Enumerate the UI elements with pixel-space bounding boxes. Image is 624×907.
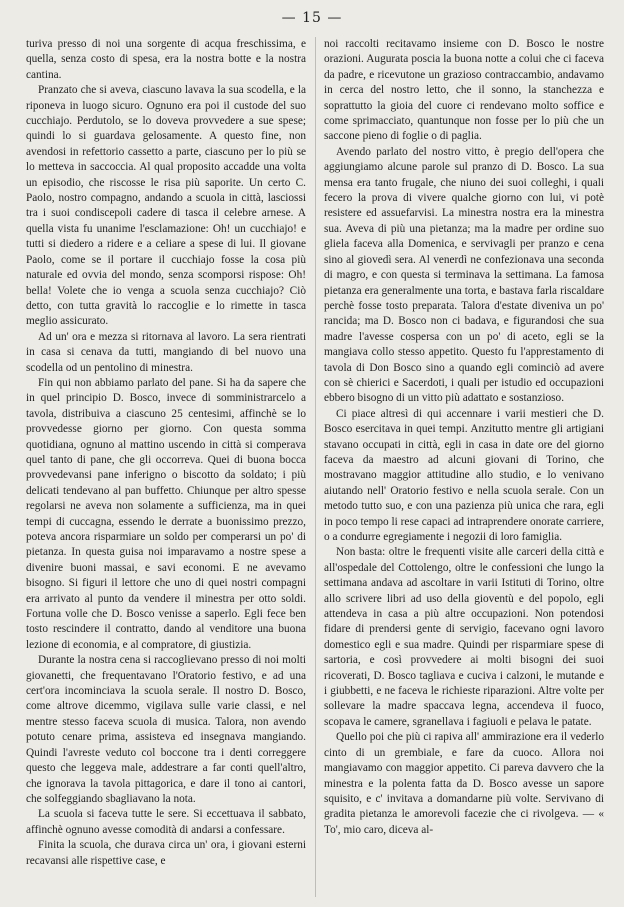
right-column xyxy=(324,37,604,897)
paragraph: noi raccolti recitavamo insieme con D. Bosco le nostre orazioni. Augurata poscia la buona notte a colui che ci faceva da padre, e ricevutone un grazioso contraccambio, andavamo in cerca del nostro letto, che il sonno, la stanchezza e soprattutto la gioia del cuore ci rendevano molto soffice e come sprimacciato, quantunque non fosse per lo più che un saccone pieno di foglie o di paglia. xyxy=(324,38,604,143)
paragraph: Durante la nostra cena si raccoglievano presso di noi molti giovanetti, che frequentavano l'Oratorio festivo, e ad una cert'ora incominciava la scuola serale. Il nostro D. Bosco, come altrove dicemmo, vigilava sulle varie classi, e nel mentre stesso faceva scuola di musica. Talora, non avendo potuto cenare prima, assisteva ed insegnava mangiando. Quindi l'avreste veduto col boccone tra i denti correggere questo che leggeva male, addestrare a far conti quell'altro, che ignorava la tavola pittagorica, e dare il tono ai cantori, che solfeggiando sbagliavano la nota. xyxy=(26,654,306,805)
left-column xyxy=(26,37,306,897)
paragraph: Fin qui non abbiamo parlato del pane. Si ha da sapere che in quel principio D. Bosco, invece di somministrarcelo a tavola, distribuiva a ciascuno 25 centesimi, affinchè se lo provvedesse giorno per giorno. Con questa somma quotidiana, ognuno al mattino uscendo in città si comperava quel tanto di pane, che gli occorreva. Quei di buona bocca provvedevansi pane inferigno o biscotto da soldato; i più delicati tendevano al pan buffetto. Chiunque per altro spesse regolarsi ne aveva non solamente a sufficienza, ma in quei tempi di cuccagna, essendo le derrate a buonissimo prezzo, poteva ancora risparmiare un soldo per comperarsi un po' di pietanza. In questa guisa noi imparavamo a nostre spese a divenire buoni massai, e savi economi. E ne avevamo bisogno. Si figuri il lettore che uno di quei nostri compagni era arrivato al punto da vendere il minestra per otto soldi. Fortuna volle che D. Bosco venisse a saperlo. Egli fece ben tosto rescindere il contratto, dando al venditore una buona lezione di economia, e al compratore, di giustizia. xyxy=(26,376,306,651)
paragraph: Finita la scuola, che durava circa un' ora, i giovani esterni recavansi alle rispettive case, e xyxy=(26,839,306,867)
page-number: — 15 — xyxy=(281,10,343,26)
paragraph: Non basta: oltre le frequenti visite alle carceri della città e all'ospedale del Cottolengo, oltre le confessioni che lungo la settimana andava ad ascoltare in varii Istituti di Torino, oltre allo scrivere libri ad uso della gioventù e del popolo, egli attendeva in casa a più altre occupazioni. Non potendosi fidare di prendersi gente di servigio, facevano ogni lavoro domestico egli e sua madre. Quindi per risparmiare spese di sartoria, e così provvedere ai molti bisogni dei suoi ricoverati, D. Bosco tagliava e cuciva i calzoni, le mutande e i giubbetti, e ne faceva le richieste riparazioni. Altre volte per sollevare la madre spaccava legna, accendeva il fuoco, scopava le camere, sgranellava i fagiuoli e pelava le patate. xyxy=(324,546,604,728)
text-columns xyxy=(26,37,604,897)
paragraph: La scuola si faceva tutte le sere. Si eccettuava il sabbato, affinchè ognuno avesse comodità di andarsi a confessare. xyxy=(26,808,306,836)
column-divider xyxy=(315,37,316,897)
paragraph: Avendo parlato del nostro vitto, è pregio dell'opera che aggiungiamo alcune parole sul pranzo di D. Bosco. La sua mensa era tanto frugale, che niuno dei suoi colleghi, i quali fecero la prova di vivere qualche giorno con lui, vi potè resistere ed assuefarvisi. La minestra nostra era la minestra sua. Aveva di più una pietanza; ma la madre per ordine suo gliela faceva alla Domenica, e servivagli per pranzo e cena sino al giovedì sera. Al venerdì ne confezionava una seconda di magro, e con questa si terminava la settimana. La famosa pietanza era generalmente una torta, e bastava farla riscaldare perchè fosse tosto preparata. Talora d'estate diveniva un po' rancida; ma D. Bosco non ci badava, e figurandosi che sua madre l'avesse cospersa con un po' di aceto, egli se la mangiava collo stesso appetito. Questo fu l'apprestamento di tavola di Don Bosco sino a quando egli cominciò ad avere con sè chierici e Sacerdoti, i quali per istudio ed occupazioni ebbero bisogno di un vitto più adattato e sostanzioso. xyxy=(324,145,604,405)
paragraph: Ci piace altresì di qui accennare i varii mestieri che D. Bosco esercitava in quei tempi. Anzitutto mentre gli artigiani stavano occupati in città, egli in casa in date ore del giorno faceva da maestro ad alcuni giovani di Torino, che mostravano maggior attitudine allo studio, e lo venivano aiutando nell' Oratorio festivo e nella scuola serale. Con un metodo tutto suo, e con una pazienza più unica che rara, egli in poco tempo li rese capaci ad intraprendere onorate carriere, o a condurre egregiamente i negozii di loro famiglia. xyxy=(324,407,604,543)
paragraph: Ad un' ora e mezza si ritornava al lavoro. La sera rientrati in casa si cenava da tutti, mangiando di bel nuovo una scodella od un pentolino di minestra. xyxy=(26,330,306,374)
paragraph: Pranzato che si aveva, ciascuno lavava la sua scodella, e la riponeva in luogo sicuro. Ognuno era poi il custode del suo cucchiajo. Perdutolo, se lo doveva provvedere a sue spese; quindi lo si guardava gelosamente. A questo fine, non avendosi in refettorio cassetto a parte, ciascuno per lo più se lo metteva in saccoccia. Al qual proposito accadde una volta un episodio, che riscosse le risa più saporite. Un certo C. Paolo, nostro compagno, andando a scuola in città, lasciossi tra i suoi condiscepoli cadere di tasca il celebre arnese. A quella vista fu unanime l'esclamazione: Oh! un cucchiajo! e tutti si diedero a ridere e a celiare a spese di lui. Il giovane Paolo, come se il portare il cucchiajo fosse la cosa più naturale ed ovvia del mondo, senza scomporsi rispose: Oh! bella! Volete che io venga a scuola senza cucchiajo? Ciò detto, con tutta gravità lo raccoglie e lo rimette in tasca meglio assicurato. xyxy=(26,84,306,328)
paragraph: turiva presso di noi una sorgente di acqua freschissima, e quella, senza costo di spesa, era la nostra botte e la nostra cantina. xyxy=(26,38,306,81)
paragraph: Quello poi che più ci rapiva all' ammirazione era il vederlo cinto di un grembiale, e fare da cuoco. Allora noi mangiavamo con maggior appetito. Ci pareva davvero che la minestra e la polenta fatta da D. Bosco avesse un sapore squisito, e c' invitava a domandarne più volte. Servivano di gradita pietanza le amorevoli facezie che ci rivolgeva. — « To', mio caro, diceva al- xyxy=(324,731,604,836)
